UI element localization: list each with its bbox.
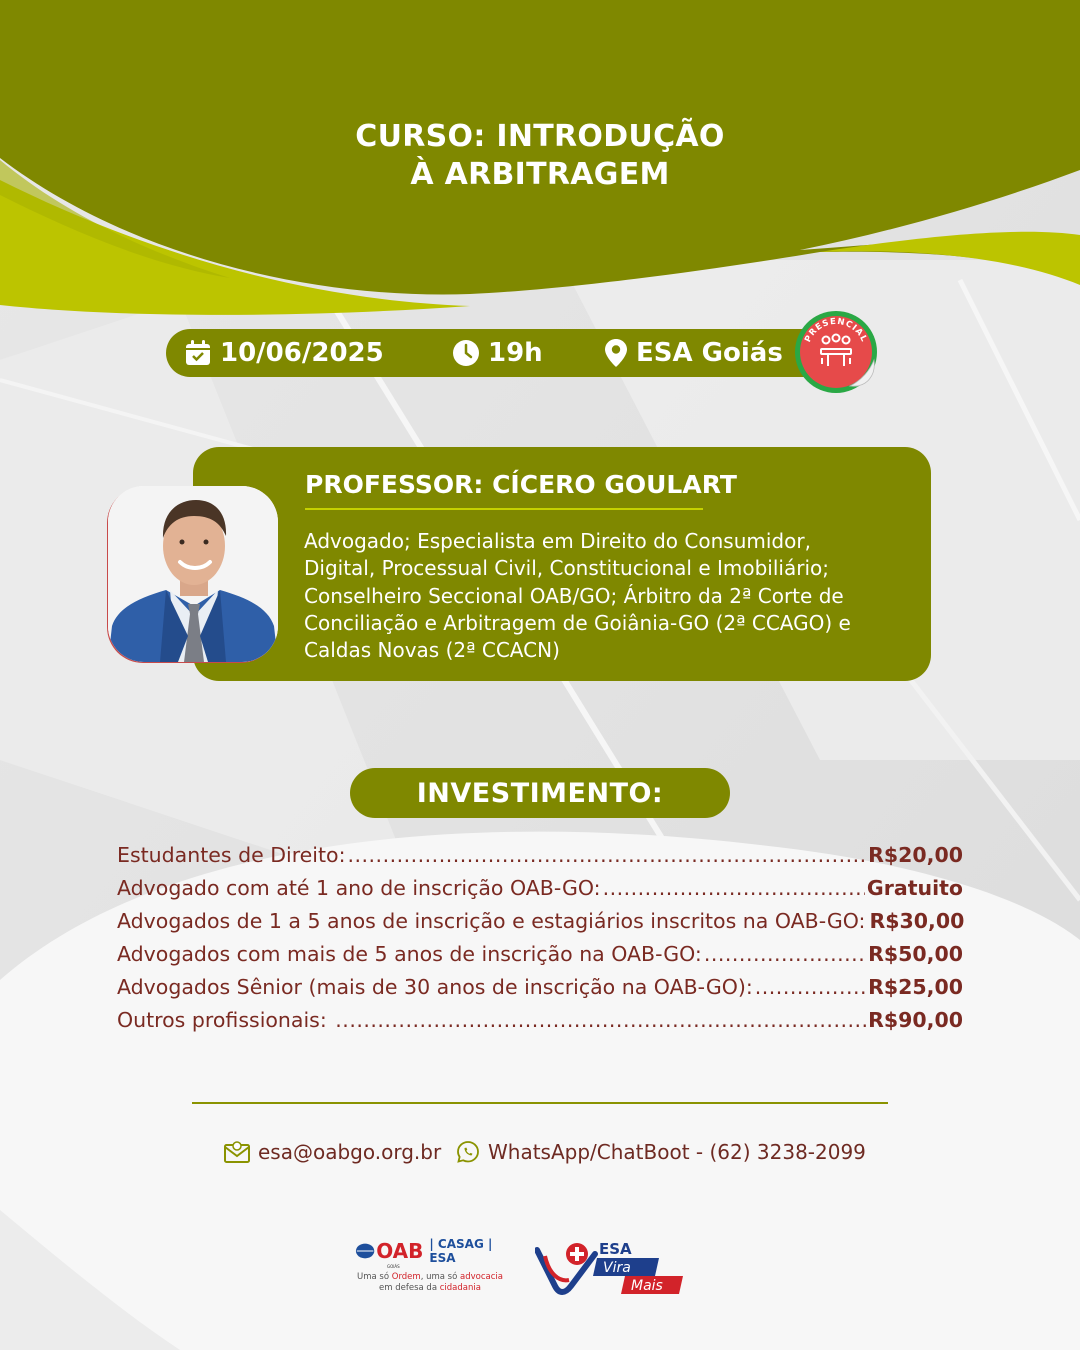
svg-text:Vira: Vira (603, 1260, 631, 1276)
dot-leader (347, 843, 866, 867)
dot-leader (603, 876, 865, 900)
oab-wordmark: OAB (376, 1239, 424, 1263)
bio-line: Caldas Novas (2ª CCACN) (304, 638, 560, 663)
calendar-icon (184, 339, 212, 367)
svg-text:ESA: ESA (599, 1240, 632, 1258)
price-list (117, 843, 963, 1041)
price-row (117, 942, 963, 975)
email-icon (224, 1141, 250, 1163)
price-row (117, 975, 963, 1008)
price-value: R$30,00 (869, 909, 965, 933)
event-info-bar (166, 329, 846, 377)
price-row (117, 843, 963, 876)
price-label: Advogados de 1 a 5 anos de inscrição e estagiários inscritos na OAB-GO: (117, 909, 866, 933)
investment-heading: INVESTIMENTO: (350, 768, 730, 818)
title-underline (305, 508, 703, 510)
page-title (0, 118, 1080, 194)
event-date: 10/06/2025 (220, 338, 384, 368)
dot-leader (755, 975, 866, 999)
oab-tagline: Uma só Ordem, uma só advocacia em defesa da cidadania (357, 1272, 503, 1293)
event-location: ESA Goiás (636, 338, 783, 368)
professor-photo (108, 486, 278, 662)
oab-emblem-icon (355, 1242, 375, 1260)
svg-text:Mais: Mais (631, 1278, 663, 1294)
price-value: R$90,00 (868, 1008, 963, 1032)
price-label: Estudantes de Direito: (117, 843, 346, 867)
location-pin-icon (604, 338, 628, 368)
price-value: R$20,00 (868, 843, 963, 867)
oab-casag-esa-logo (355, 1238, 515, 1298)
esa-vira-mais-logo (535, 1236, 685, 1298)
svg-text:PRESENCIAL: PRESENCIAL (803, 316, 869, 345)
time-item (452, 329, 543, 377)
price-value: R$50,00 (868, 942, 963, 966)
email-contact[interactable] (224, 1138, 441, 1166)
price-row (117, 909, 963, 942)
professor-bio (304, 528, 914, 664)
price-value: Gratuito (866, 876, 963, 900)
dot-leader (335, 1008, 866, 1032)
price-label: Advogados Sênior (mais de 30 anos de inscrição na OAB-GO): (117, 975, 753, 999)
oab-partners: | CASAG | ESA (429, 1237, 493, 1265)
oab-state: GOIÁS (387, 1264, 400, 1269)
whatsapp-contact[interactable] (456, 1138, 866, 1166)
price-label: Advogado com até 1 ano de inscrição OAB-GO: (117, 876, 601, 900)
dot-leader (704, 942, 866, 966)
email-address[interactable]: esa@oabgo.org.br (258, 1140, 442, 1164)
price-row (117, 876, 963, 909)
presencial-badge (792, 308, 880, 396)
bio-line: Conciliação e Arbitragem de Goiânia-GO (2ª CCAGO) e (304, 610, 851, 635)
price-row (117, 1008, 963, 1041)
bio-line: Conselheiro Seccional OAB/GO; Árbitro da 2ª Corte de (304, 583, 844, 608)
title-line-2: À ARBITRAGEM (410, 157, 670, 192)
date-item (184, 329, 384, 377)
whatsapp-icon (456, 1140, 480, 1164)
professor-title: PROFESSOR: CÍCERO GOULART (305, 470, 737, 499)
price-label: Advogados com mais de 5 anos de inscrição na OAB-GO: (117, 942, 702, 966)
price-label: Outros profissionais: (117, 1008, 334, 1032)
location-item (604, 329, 783, 377)
clock-icon (452, 339, 480, 367)
price-value: R$25,00 (868, 975, 963, 999)
whatsapp-number[interactable]: WhatsApp/ChatBoot - (62) 3238-2099 (488, 1140, 866, 1164)
bio-line: Digital, Processual Civil, Constitucional e Imobiliário; (304, 556, 829, 581)
event-time: 19h (488, 338, 543, 368)
title-line-1: CURSO: INTRODUÇÃO (355, 119, 725, 154)
footer-divider (192, 1102, 888, 1104)
bio-line: Advogado; Especialista em Direito do Consumidor, (304, 529, 811, 553)
